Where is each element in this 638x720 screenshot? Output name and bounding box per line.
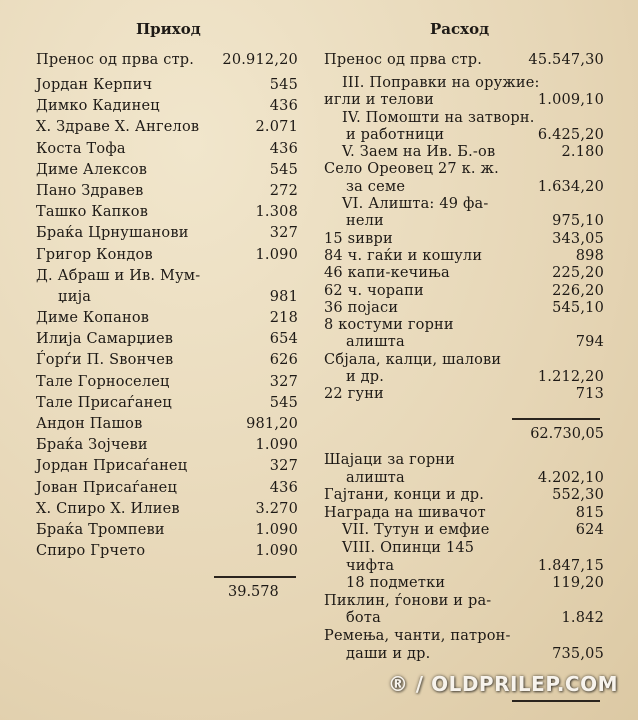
row-amount: 975,10 <box>552 213 604 230</box>
ledger-row <box>324 334 604 351</box>
row-label: VII. Тутун и емфие <box>342 522 490 539</box>
row-label: Ѓорѓи П. Ѕвончев <box>36 352 174 369</box>
ledger-row <box>36 478 298 499</box>
row-amount: 1.212,20 <box>537 369 604 386</box>
row-amount: 218 <box>269 310 298 327</box>
ledger-row <box>36 202 298 223</box>
row-label: III. Поправки на оружие: <box>342 75 540 91</box>
row-label: IV. Помошти на затворн. <box>342 109 535 126</box>
watermark-logo: ® / OLDPRILEP.COM <box>387 672 618 696</box>
ledger-row <box>36 50 298 71</box>
row-amount: 626 <box>269 352 298 369</box>
row-amount: 4.202,10 <box>537 469 604 486</box>
ledger-row <box>324 369 604 386</box>
row-label: Браќа Тромпеви <box>36 521 165 538</box>
row-label: VIII. Опинци 145 <box>342 539 475 556</box>
row-label: Тале Горноселец <box>36 373 170 390</box>
row-amount: 327 <box>269 373 298 390</box>
row-label: Григор Кондов <box>36 246 153 263</box>
ledger-row <box>324 248 604 265</box>
row-amount: 45.547,30 <box>528 52 604 68</box>
ledger-row <box>36 499 298 520</box>
income-total-rule <box>214 576 296 578</box>
ledger-row <box>324 646 604 664</box>
ledger-row <box>36 393 298 414</box>
row-label: Димко Кадинец <box>36 98 160 115</box>
row-amount: 794 <box>575 334 604 351</box>
ledger-row <box>324 628 604 646</box>
row-amount: 327 <box>269 458 298 475</box>
expense-heading: Расход <box>430 20 490 38</box>
ledger-row <box>324 540 604 558</box>
row-label: Диме Копанов <box>36 310 150 327</box>
ledger-row <box>324 213 604 230</box>
row-amount: 343,05 <box>552 230 604 247</box>
ledger-row <box>36 181 298 202</box>
row-label: 18 подметки <box>346 575 446 592</box>
ledger-row <box>324 179 604 196</box>
ledger-row <box>324 92 604 109</box>
row-label: алишта <box>346 469 405 486</box>
row-amount: 735,05 <box>552 645 604 662</box>
row-amount: 225,20 <box>552 265 604 282</box>
income-column <box>36 50 298 562</box>
ledger-row <box>36 160 298 181</box>
ledger-row <box>324 522 604 540</box>
ledger-row <box>324 505 604 523</box>
ledger-row <box>324 593 604 611</box>
ledger-row <box>36 96 298 117</box>
row-amount: 1.090 <box>255 246 298 263</box>
row-amount: 1.634,20 <box>537 178 604 195</box>
row-amount: 327 <box>269 225 298 242</box>
ledger-row <box>36 456 298 477</box>
row-label: Јордан Присаѓанец <box>36 458 188 475</box>
row-label: Сбјала, калци, шалови <box>324 351 502 368</box>
row-amount: 624 <box>575 522 604 539</box>
row-label: V. Заем на Ив. Б.-ов <box>342 144 496 161</box>
row-amount: 981 <box>269 288 298 305</box>
row-amount: 226,20 <box>552 282 604 299</box>
ledger-row <box>324 265 604 282</box>
row-amount: 1.842 <box>561 610 604 627</box>
row-label: и работници <box>346 126 445 143</box>
row-amount: 898 <box>575 247 604 264</box>
row-label: Х. Здраве Х. Ангелов <box>36 119 200 136</box>
income-total: 39.578 <box>228 584 279 600</box>
row-amount: 1.090 <box>255 521 298 538</box>
row-amount: 545 <box>269 394 298 411</box>
ledger-row <box>36 435 298 456</box>
ledger-row <box>36 520 298 541</box>
row-amount: 545 <box>269 77 298 93</box>
expense-subtotal: 62.730,05 <box>530 426 604 442</box>
expense-bottom-rule <box>512 700 600 702</box>
ledger-row <box>36 75 298 96</box>
row-amount: 1.090 <box>255 543 298 560</box>
ledger-row <box>36 414 298 435</box>
row-label: Спиро Грчето <box>36 543 146 560</box>
row-amount: 654 <box>269 331 298 348</box>
row-amount: 119,20 <box>552 575 604 592</box>
ledger-row <box>324 50 604 71</box>
row-label: Јован Присаѓанец <box>36 479 177 496</box>
expense-column <box>324 50 604 404</box>
row-amount: 1.847,15 <box>537 557 604 574</box>
row-label: Илија Самарџиев <box>36 331 174 348</box>
row-label: за семе <box>346 178 406 195</box>
row-amount: 6.425,20 <box>537 126 604 143</box>
row-amount: 713 <box>575 386 604 403</box>
row-label: 62 ч. чорапи <box>324 282 424 299</box>
row-amount: 1.308 <box>255 204 298 221</box>
row-label: Коста Тофа <box>36 140 126 157</box>
row-label: Тале Присаѓанец <box>36 394 172 411</box>
ledger-row <box>324 196 604 213</box>
ledger-row <box>36 245 298 266</box>
ledger-row <box>324 144 604 161</box>
ledger-row <box>324 317 604 334</box>
row-label: бота <box>346 610 381 627</box>
row-label: Пренос од прва стр. <box>324 52 483 68</box>
row-label: Пренос од прва стр. <box>36 52 195 68</box>
ledger-row <box>36 308 298 329</box>
row-label: Пано Здравев <box>36 182 144 199</box>
row-label: Х. Спиро Х. Илиев <box>36 500 180 517</box>
expense-column-continued <box>324 452 604 663</box>
ledger-row <box>324 283 604 300</box>
row-amount: 981,20 <box>246 416 298 432</box>
row-label: џија <box>58 288 92 305</box>
ledger-row <box>36 266 298 287</box>
ledger-row <box>324 452 604 470</box>
row-label: и др. <box>346 369 385 386</box>
row-amount: 2.180 <box>561 144 604 161</box>
row-label: Браќа Зојчеви <box>36 437 148 454</box>
ledger-row <box>36 139 298 160</box>
ledger-row <box>324 127 604 144</box>
income-heading: Приход <box>136 20 201 38</box>
ledger-row <box>324 610 604 628</box>
ledger-row <box>324 470 604 488</box>
row-label: чифта <box>346 557 395 574</box>
row-amount: 552,30 <box>552 487 604 504</box>
row-label: Пиклин, ѓонови и ра- <box>324 592 492 609</box>
row-label: 46 капи-кечиња <box>324 265 450 282</box>
row-label: 22 гуни <box>324 386 384 403</box>
row-label: Диме Алексов <box>36 161 148 178</box>
ledger-row <box>324 110 604 127</box>
ledger-row <box>324 386 604 403</box>
row-amount: 545 <box>269 161 298 178</box>
row-label: игли и телови <box>324 92 434 109</box>
row-label: 8 костуми горни <box>324 317 454 334</box>
ledger-row <box>324 487 604 505</box>
row-label: Ремења, чанти, патрон- <box>324 627 511 644</box>
row-label: нели <box>346 213 384 230</box>
ledger-row <box>324 75 604 92</box>
ledger-row <box>36 117 298 138</box>
ledger-row <box>324 575 604 593</box>
row-amount: 436 <box>269 98 298 115</box>
row-label: даши и др. <box>346 645 431 662</box>
row-label: Село Ореовец 27 к. ж. <box>324 161 499 178</box>
ledger-row <box>36 541 298 562</box>
row-label: 36 појаси <box>324 299 399 316</box>
row-label: Д. Абраш и Ив. Мум- <box>36 267 201 284</box>
ledger-row <box>36 223 298 244</box>
ledger-row <box>324 352 604 369</box>
row-amount: 436 <box>269 479 298 496</box>
ledger-row <box>324 300 604 317</box>
row-label: Шајаци за горни <box>324 452 456 468</box>
row-amount: 815 <box>575 504 604 521</box>
row-amount: 545,10 <box>552 299 604 316</box>
row-amount: 272 <box>269 182 298 199</box>
row-amount: 3.270 <box>255 500 298 517</box>
ledger-row <box>324 161 604 178</box>
ledger-row <box>324 231 604 248</box>
row-label: Ташко Капков <box>36 204 149 221</box>
ledger-row <box>36 350 298 371</box>
row-amount: 436 <box>269 140 298 157</box>
row-amount: 1.009,10 <box>537 92 604 109</box>
ledger-row <box>324 558 604 576</box>
ledger-row <box>36 372 298 393</box>
row-label: 84 ч. гаќи и кошули <box>324 247 483 264</box>
row-label: Андон Пашов <box>36 416 143 432</box>
row-amount: 1.090 <box>255 437 298 454</box>
expense-subtotal-rule <box>512 418 600 420</box>
row-label: 15 ѕиври <box>324 230 393 247</box>
row-amount: 20.912,20 <box>222 52 298 68</box>
ledger-row <box>36 329 298 350</box>
row-label: Награда на шивачот <box>324 504 486 521</box>
row-label: алишта <box>346 334 405 351</box>
row-label: Гајтани, конци и др. <box>324 487 485 504</box>
row-amount: 2.071 <box>255 119 298 136</box>
row-label: VI. Алишта: 49 фа- <box>342 196 489 213</box>
row-label: Браќа Црнушанови <box>36 225 189 242</box>
row-label: Јордан Керпич <box>36 77 153 93</box>
ledger-row <box>36 287 298 308</box>
